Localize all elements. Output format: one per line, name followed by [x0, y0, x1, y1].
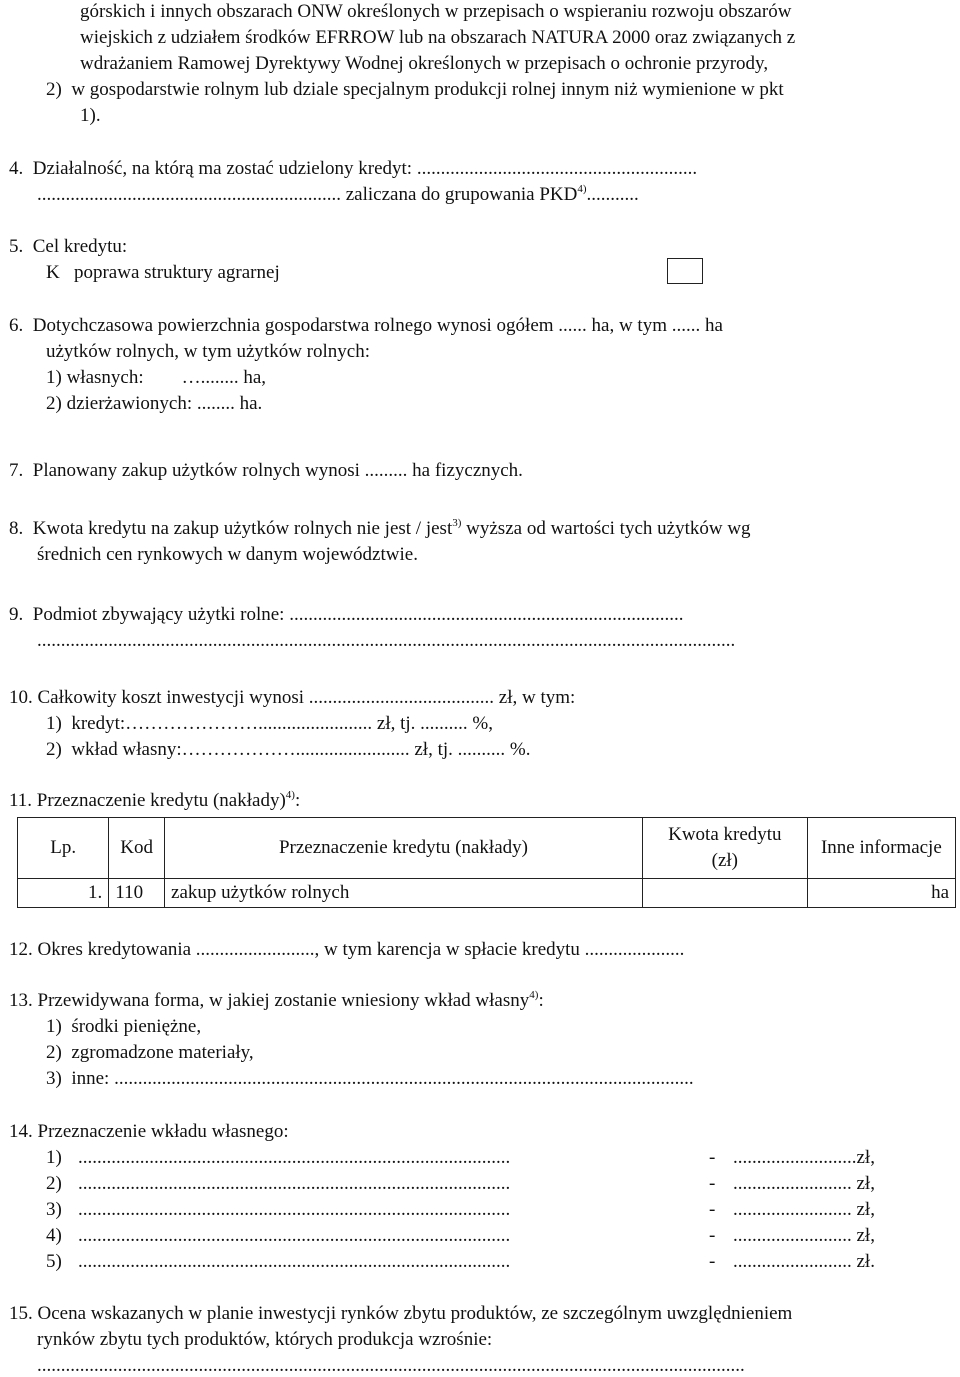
section-8-line-1: [9, 518, 751, 542]
section-13-item-3: 3) inne: ..........................................................................................................................: [46, 1068, 694, 1089]
section-14-item-number: 3): [46, 1199, 62, 1220]
section-6-owned: 1) własnych: …........ ha,: [46, 367, 267, 388]
point-2-line-2: 1).: [80, 105, 101, 126]
section-14-item-amount: ......................... zł,: [733, 1173, 875, 1194]
section-14-item-dots: ...........................................................................................: [78, 1251, 511, 1272]
header-purpose: Przeznaczenie kredytu (nakłady): [165, 818, 643, 879]
section-5-option: K poprawa struktury agrarnej: [46, 262, 280, 283]
section-15-line-2: rynków zbytu tych produktów, których produkcja wzrośnie:: [37, 1329, 493, 1350]
section-7-line: 7. Planowany zakup użytków rolnych wynosi ......... ha fizycznych.: [9, 460, 523, 481]
row-kod: 110: [109, 879, 165, 908]
section-8-text-a: 8. Kwota kredytu na zakup użytków rolnych nie jest / jest: [9, 518, 453, 539]
section-14-item-dash: -: [709, 1199, 716, 1220]
intro-line-3: wdrażaniem Ramowej Dyrektywy Wodnej określonych w przepisach o ochronie przyrody,: [80, 53, 769, 74]
section-4-text: ................................................................ zaliczana do grupowania PKD: [37, 184, 578, 205]
section-14-item-dash: -: [709, 1173, 716, 1194]
section-6-line-2: użytków rolnych, w tym użytków rolnych:: [46, 341, 371, 362]
section-14-item-amount: ......................... zł.: [733, 1251, 875, 1272]
section-14-item-number: 4): [46, 1225, 62, 1246]
section-14-item-amount: ..........................zł,: [733, 1147, 875, 1168]
section-8-text-b: wyższa od wartości tych użytków wg: [461, 518, 751, 539]
table-row: [18, 879, 956, 908]
section-9-line-1: 9. Podmiot zbywający użytki rolne: ...................................................................................: [9, 604, 684, 625]
section-14-item-dash: -: [709, 1147, 716, 1168]
section-14-item-number: 5): [46, 1251, 62, 1272]
section-13-title-text: 13. Przewidywana forma, w jakiej zostanie wniesiony wkład własny: [9, 990, 530, 1011]
section-13-colon: :: [538, 990, 544, 1011]
row-lp: 1.: [18, 879, 109, 908]
section-4-line-1: 4. Działalność, na którą ma zostać udzielony kredyt: ...........................................................: [9, 158, 698, 179]
expenditure-table: [17, 817, 956, 908]
section-14-item-amount: ......................... zł,: [733, 1225, 875, 1246]
section-14-item-amount: ......................... zł,: [733, 1199, 875, 1220]
section-12-line: 12. Okres kredytowania ........................., w tym karencja w spłacie kredytu .....................: [9, 939, 685, 960]
header-kod: Kod: [109, 818, 165, 879]
intro-line-2: wiejskich z udziałem środków EFRROW lub na obszarach NATURA 2000 oraz związanych z: [80, 27, 796, 48]
section-4-line-2: [37, 184, 639, 208]
section-14-item-dash: -: [709, 1225, 716, 1246]
pkd-footnote: 4): [577, 183, 587, 195]
section-10-own-contribution: 2) wkład własny:………………........................ zł, tj. .......... %.: [46, 739, 531, 760]
section-14-title: 14. Przeznaczenie wkładu własnego:: [9, 1121, 289, 1142]
section-11-title: [9, 790, 300, 814]
section-8-footnote: 3): [452, 517, 462, 529]
option-checkbox[interactable]: [667, 258, 703, 284]
section-11-colon: :: [294, 790, 301, 811]
intro-line-1: górskich i innych obszarach ONW określonych w przepisach o wspieraniu rozwoju obszarów: [80, 1, 792, 22]
section-8-line-2: średnich cen rynkowych w danym województwie.: [37, 544, 418, 565]
row-purpose: zakup użytków rolnych: [165, 879, 643, 908]
row-amount[interactable]: [642, 879, 807, 908]
section-6-leased: 2) dzierżawionych: ........ ha.: [46, 393, 263, 414]
section-13-item-1: 1) środki pieniężne,: [46, 1016, 202, 1037]
header-lp: Lp.: [18, 818, 109, 879]
section-14-item-dots: ...........................................................................................: [78, 1147, 511, 1168]
section-10-credit: 1) kredyt:…………………........................ zł, tj. .......... %,: [46, 713, 493, 734]
section-15-line-1: 15. Ocena wskazanych w planie inwestycji rynków zbytu produktów, ze szczególnym uwzględnieniem: [9, 1303, 793, 1324]
section-14-item-dots: ...........................................................................................: [78, 1173, 511, 1194]
section-9-line-2: ...................................................................................................................................................: [37, 630, 736, 651]
section-14-item-dots: ...........................................................................................: [78, 1225, 511, 1246]
section-10-line-1: 10. Całkowity koszt inwestycji wynosi ....................................... zł, w tym:: [9, 687, 576, 708]
section-14-item-dash: -: [709, 1251, 716, 1272]
section-4-tail: ...........: [586, 184, 639, 205]
section-5-title: 5. Cel kredytu:: [9, 236, 128, 257]
section-15-line-3: .....................................................................................................................................................: [37, 1355, 745, 1376]
row-other-info[interactable]: ha: [807, 879, 955, 908]
section-13-footnote: 4): [529, 989, 539, 1001]
section-13-item-2: 2) zgromadzone materiały,: [46, 1042, 254, 1063]
header-amount: Kwota kredytu (zł): [642, 818, 807, 879]
section-14-item-number: 2): [46, 1173, 62, 1194]
section-14-item-dots: ...........................................................................................: [78, 1199, 511, 1220]
section-11-footnote: 4): [285, 789, 295, 801]
table-header-row: [18, 818, 956, 879]
section-11-title-text: 11. Przeznaczenie kredytu (nakłady): [9, 790, 286, 811]
point-2-line-1: 2) w gospodarstwie rolnym lub dziale specjalnym produkcji rolnej innym niż wymienione w pkt: [46, 79, 784, 100]
header-other-info: Inne informacje: [807, 818, 955, 879]
section-13-title: [9, 990, 544, 1014]
section-14-item-number: 1): [46, 1147, 62, 1168]
section-6-line-1: 6. Dotychczasowa powierzchnia gospodarstwa rolnego wynosi ogółem ...... ha, w tym ...... ha: [9, 315, 723, 336]
